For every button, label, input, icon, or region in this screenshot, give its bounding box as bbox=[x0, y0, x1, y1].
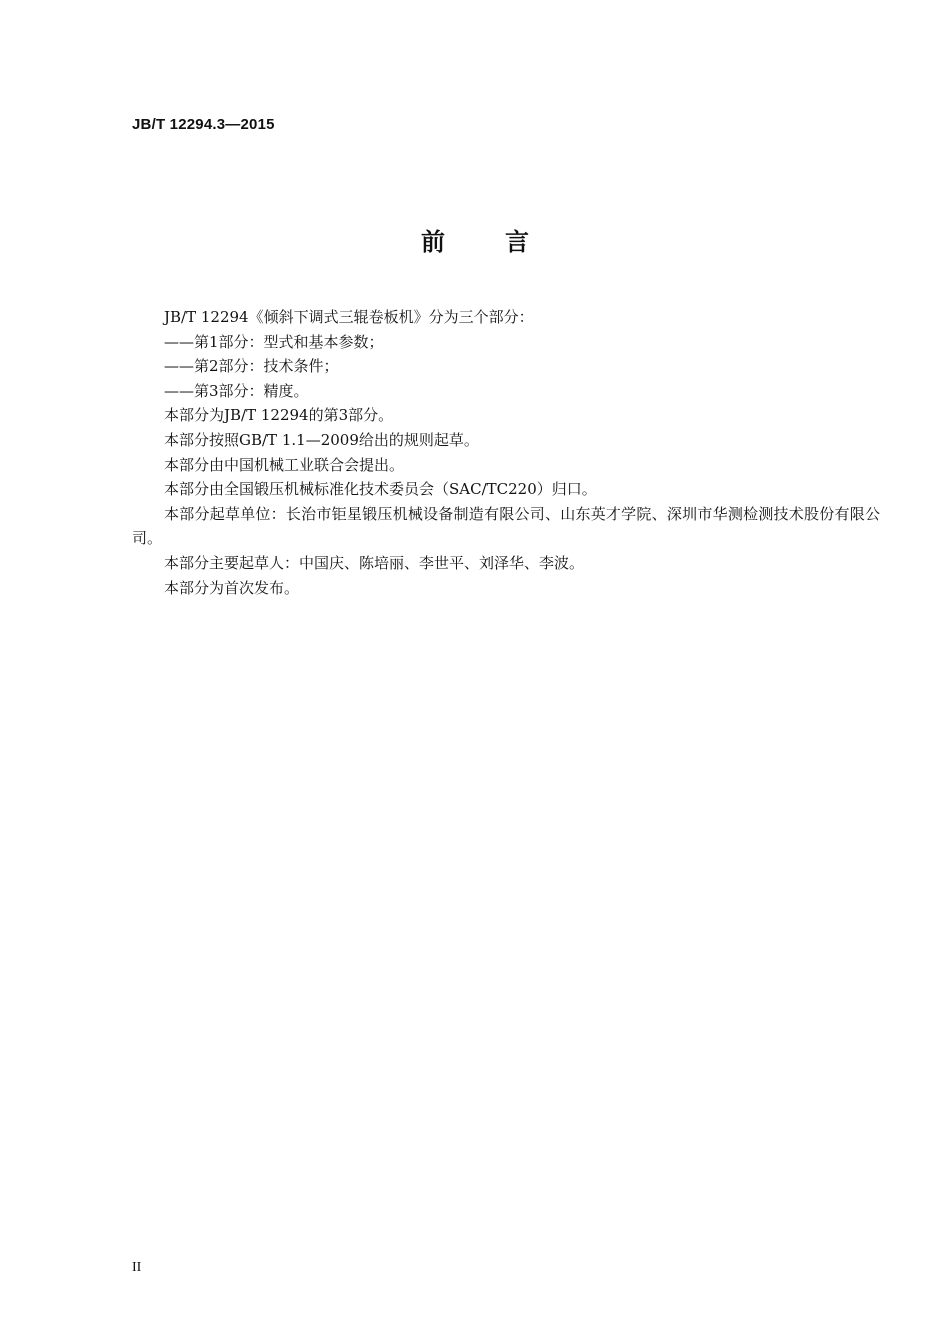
paragraph-drafters: 本部分主要起草人：中国庆、陈培丽、李世平、刘泽华、李波。 bbox=[164, 553, 585, 572]
title-char-1: 前 bbox=[421, 228, 445, 256]
paragraph-part-3: ——第3部分：精度。 bbox=[164, 381, 309, 400]
paragraph-drafting-units: 本部分起草单位：长治市钜星锻压机械设备制造有限公司、山东英才学院、深圳市华测检测技术股份有限公司。 bbox=[132, 504, 880, 548]
title-char-2: 言 bbox=[505, 228, 529, 256]
page-title bbox=[0, 222, 950, 257]
paragraph-this-part: 本部分为JB/T 12294的第3部分。 bbox=[164, 406, 394, 425]
standard-number: JB/T 12294.3—2015 bbox=[132, 116, 275, 133]
paragraph-parts-intro: JB/T 12294《倾斜下调式三辊卷板机》分为三个部分： bbox=[164, 308, 534, 326]
page-number: II bbox=[132, 1260, 142, 1275]
paragraph-proposed-by: 本部分由中国机械工业联合会提出。 bbox=[164, 455, 405, 474]
paragraph-centralized-by: 本部分由全国锻压机械标准化技术委员会（SAC/TC220）归口。 bbox=[164, 480, 597, 499]
paragraph-part-2: ——第2部分：技术条件； bbox=[164, 357, 339, 376]
paragraph-first-release: 本部分为首次发布。 bbox=[164, 578, 300, 597]
foreword-body bbox=[132, 305, 880, 600]
paragraph-part-1: ——第1部分：型式和基本参数； bbox=[164, 332, 384, 351]
paragraph-drafting-rules: 本部分按照GB/T 1.1—2009给出的规则起草。 bbox=[164, 430, 479, 449]
